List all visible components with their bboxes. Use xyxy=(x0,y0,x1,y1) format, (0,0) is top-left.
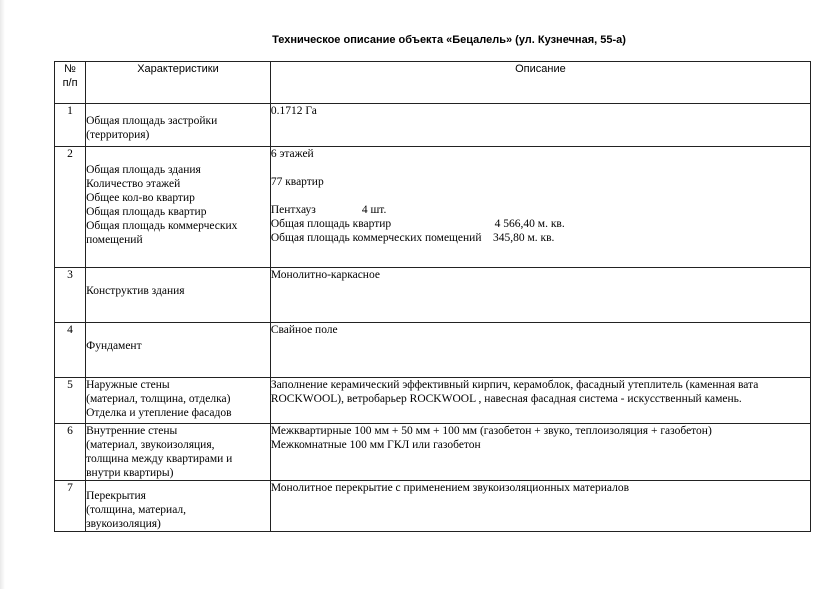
row-characteristic: Общая площадь здания Количество этажей Общее кол-во квартир Общая площадь квартир Общая площадь коммерческих помещений xyxy=(86,147,271,268)
table-header-row xyxy=(55,62,811,104)
row-characteristic: Наружные стены (материал, толщина, отделка) Отделка и утепление фасадов xyxy=(86,378,271,424)
document-title: Техническое описание объекта «Бецалель» (ул. Кузнечная, 55-а) xyxy=(272,34,626,46)
row-characteristic: Внутренние стены (материал, звукоизоляция, толщина между квартирами и внутри квартиры) xyxy=(86,424,271,481)
row-number: 2 xyxy=(55,147,86,268)
row-number: 4 xyxy=(55,323,86,378)
row-number: 7 xyxy=(55,481,86,532)
header-number: № п/п xyxy=(55,62,86,104)
row-number: 6 xyxy=(55,424,86,481)
row-description: 6 этажей 77 квартир Пентхауз 4 шт. Общая площадь квартир 4 566,40 м. кв. Общая площадь коммерческих помещений 345,80 м. кв. xyxy=(270,147,810,268)
row-description: 0.1712 Га xyxy=(270,104,810,147)
row-characteristic: Фундамент xyxy=(86,323,271,378)
page-edge-shadow xyxy=(0,0,5,589)
table-row xyxy=(55,481,811,532)
table-row xyxy=(55,378,811,424)
spec-table xyxy=(54,61,811,532)
row-description: Заполнение керамический эффективный кирпич, керамоблок, фасадный утеплитель (каменная вата ROCKWOOL), ветробарьер ROCKWOOL , навесная фасадная система - искусственный камень. xyxy=(270,378,810,424)
row-number: 5 xyxy=(55,378,86,424)
row-description: Межквартирные 100 мм + 50 мм + 100 мм (газобетон + звуко, теплоизоляция + газобетон) Межкомнатные 100 мм ГКЛ или газобетон xyxy=(270,424,810,481)
row-description: Монолитно-каркасное xyxy=(270,268,810,323)
table-row xyxy=(55,268,811,323)
row-characteristic: Конструктив здания xyxy=(86,268,271,323)
table-row xyxy=(55,147,811,268)
row-description: Свайное поле xyxy=(270,323,810,378)
row-description: Монолитное перекрытие с применением звукоизоляционных материалов xyxy=(270,481,810,532)
table-row xyxy=(55,323,811,378)
table-row xyxy=(55,104,811,147)
row-characteristic: Общая площадь застройки (территория) xyxy=(86,104,271,147)
header-description: Описание xyxy=(270,62,810,104)
table-row xyxy=(55,424,811,481)
header-characteristics: Характеристики xyxy=(86,62,271,104)
row-number: 1 xyxy=(55,104,86,147)
row-number: 3 xyxy=(55,268,86,323)
row-characteristic: Перекрытия (толщина, материал, звукоизоляция) xyxy=(86,481,271,532)
